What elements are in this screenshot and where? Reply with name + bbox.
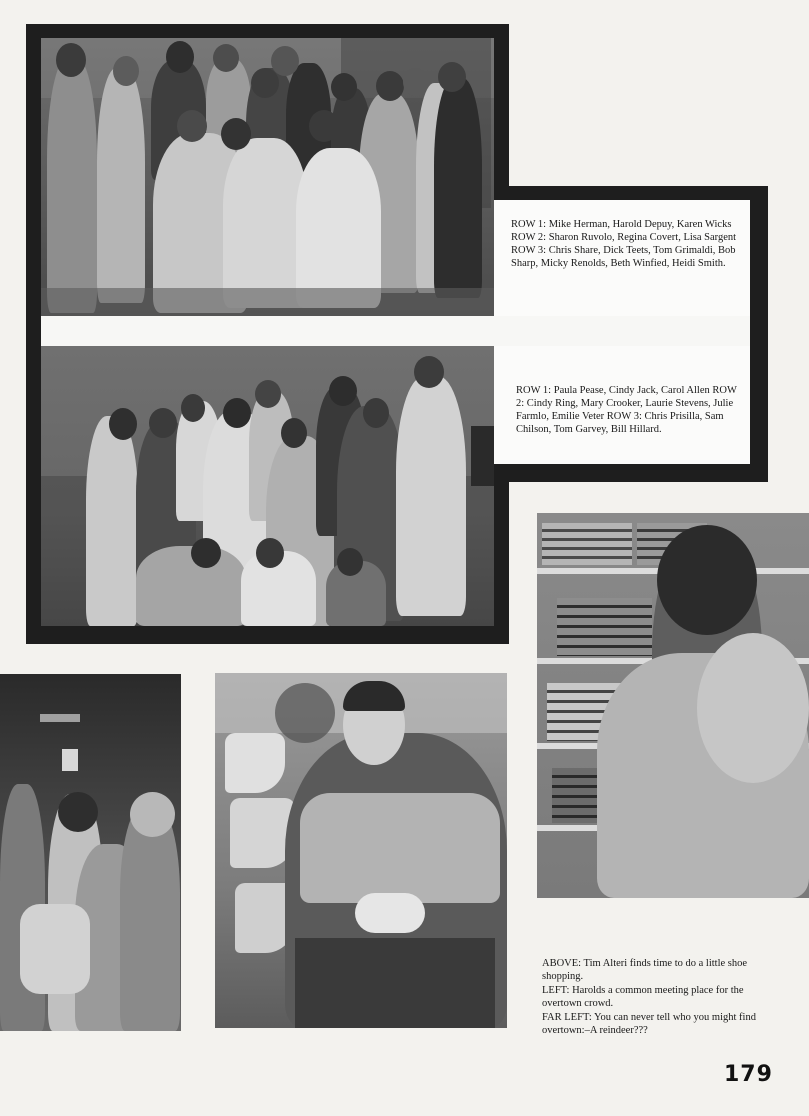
group-photo-2	[41, 346, 494, 626]
group-photo-2-caption: ROW 1: Paula Pease, Cindy Jack, Carol Allen ROW 2: Cindy Ring, Mary Crooker, Laurie Stevens, Julie Farmlo, Emilie Veter ROW 3: Chris Prisilla, Sam Chilson, Tom Garvey, Bill Hillard.	[516, 385, 737, 435]
overtown-crowd-photo	[0, 674, 181, 1031]
caption-far-left: FAR LEFT: You can never tell who you might find overtown:–A reindeer???	[542, 1012, 756, 1036]
page-number: 179	[724, 1062, 773, 1087]
caption-above: ABOVE: Tim Alteri finds time to do a little shoe shopping.	[542, 958, 748, 982]
clothing-store-photo	[537, 513, 809, 898]
caption-left: LEFT: Harolds a common meeting place for the overtown crowd.	[542, 985, 744, 1009]
group-photo-1-caption: ROW 1: Mike Herman, Harold Depuy, Karen Wicks ROW 2: Sharon Ruvolo, Regina Covert, Lisa Sargent ROW 3: Chris Share, Dick Teets, Tom Grimaldi, Bob Sharp, Micky Renolds, Beth Winfied, Heidi Smith.	[511, 219, 737, 269]
group-photo-1	[41, 38, 494, 316]
shoe-shopping-photo	[215, 673, 507, 1028]
